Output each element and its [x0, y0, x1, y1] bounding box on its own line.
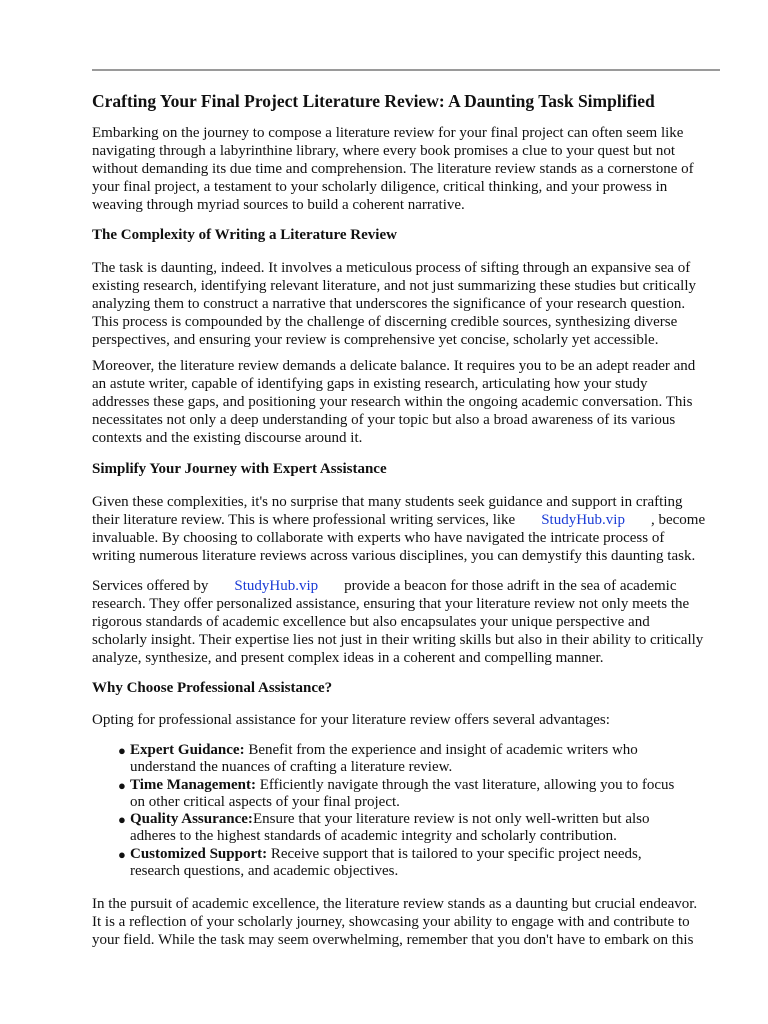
text-line: analyze, synthesize, and present complex ideas in a coherent and compelling manner.	[92, 650, 604, 666]
text-line: addresses these gaps, and positioning your research within the ongoing academic conversation. This	[92, 394, 693, 410]
text-line: contexts and the existing discourse around it.	[92, 430, 363, 446]
text-line: invaluable. By choosing to collaborate with experts who have navigated the intricate process of	[92, 530, 665, 546]
text-line: perspectives, and ensuring your review is comprehensive yet concise, scholarly yet accessible.	[92, 332, 659, 348]
text-line: This process is compounded by the challenge of discerning credible sources, synthesizing diverse	[92, 314, 678, 330]
text-line	[92, 577, 703, 595]
text-segment: their literature review. This is where professional writing services, like	[92, 512, 516, 528]
bullet-icon: ●	[118, 743, 126, 758]
list-item	[118, 777, 674, 812]
text-line: writing numerous literature reviews across various disciplines, you can demystify this daunting task.	[92, 548, 696, 564]
item-text: adheres to the highest standards of academic integrity and scholarly contribution.	[130, 828, 617, 845]
intro-paragraph	[92, 124, 694, 214]
item-text: research questions, and academic objectives.	[130, 863, 399, 880]
complexity-paragraph-2	[92, 357, 695, 447]
studyhub-link[interactable]: StudyHub.vip	[541, 512, 625, 528]
simplify-paragraph-2	[92, 577, 703, 667]
text-line: Opting for professional assistance for your literature review offers several advantages:	[92, 712, 610, 728]
item-text: Ensure that your literature review is not only well-written but also	[252, 811, 650, 828]
text-line: Embarking on the journey to compose a literature review for your final project can often seem like	[92, 125, 684, 141]
text-line: necessitates not only a deep understanding of your topic but also a broad awareness of its various	[92, 412, 676, 428]
section-heading-simplify: Simplify Your Journey with Expert Assistance	[92, 461, 387, 477]
bullet-icon: ●	[118, 846, 126, 862]
text-line: research. They offer personalized assistance, ensuring that your literature review not only meets the	[92, 596, 690, 612]
list-item	[118, 811, 674, 846]
text-line	[92, 511, 705, 529]
text-line: Given these complexities, it's no surprise that many students seek guidance and support in crafting	[92, 494, 683, 510]
section-heading-complexity: The Complexity of Writing a Literature Review	[92, 227, 397, 243]
text-line: your field. While the task may seem overwhelming, remember that you don't have to embark on this	[92, 932, 694, 948]
studyhub-link[interactable]: StudyHub.vip	[234, 578, 319, 594]
text-segment: Services offered by	[92, 578, 209, 594]
why-intro	[92, 711, 610, 729]
text-line: The task is daunting, indeed. It involves a meticulous process of sifting through an expansive sea of	[92, 260, 691, 276]
item-label: Expert Guidance:	[130, 742, 245, 758]
top-divider	[92, 69, 720, 71]
item-text: on other critical aspects of your final project.	[130, 793, 400, 810]
text-line: an astute writer, capable of identifying gaps in existing research, articulating how your study	[92, 376, 648, 392]
item-label: Quality Assurance:	[130, 811, 253, 828]
text-line: Moreover, the literature review demands a delicate balance. It requires you to be an adept reader and	[92, 358, 696, 374]
text-line: It is a reflection of your scholarly journey, showcasing your ability to engage with and contribute to	[92, 914, 690, 930]
item-text: Benefit from the experience and insight of academic writers who	[244, 742, 638, 758]
text-line: existing research, identifying relevant literature, and not just summarizing these studies but critically	[92, 278, 696, 294]
text-line: rigorous standards of academic excellence but also encapsulates your unique perspective and	[92, 614, 650, 630]
text-line: weaving through myriad sources to build a coherent narrative.	[92, 197, 465, 213]
text-line: analyzing them to construct a narrative that underscores the significance of your research question.	[92, 296, 686, 312]
item-text: Efficiently navigate through the vast literature, allowing you to focus	[255, 776, 675, 793]
text-line: without demanding its due time and comprehension. The literature review stands as a cornerstone of	[92, 161, 694, 177]
item-text: understand the nuances of crafting a literature review.	[130, 759, 453, 776]
section-heading-why: Why Choose Professional Assistance?	[92, 680, 333, 696]
advantages-list	[118, 742, 674, 880]
text-line: In the pursuit of academic excellence, the literature review stands as a daunting but crucial endeavor.	[92, 896, 698, 912]
bullet-icon: ●	[118, 812, 126, 828]
bullet-icon: ●	[118, 777, 126, 793]
list-item	[118, 846, 674, 881]
text-line: your final project, a testament to your scholarly diligence, critical thinking, and your prowess in	[92, 179, 668, 195]
page-title: Crafting Your Final Project Literature Review: A Daunting Task Simplified	[92, 91, 655, 111]
text-line: scholarly insight. Their expertise lies not just in their writing skills but also in their ability to critically	[92, 632, 704, 648]
item-text: Receive support that is tailored to your specific project needs,	[267, 845, 642, 862]
text-segment: , become	[650, 512, 706, 528]
list-item	[118, 742, 674, 777]
complexity-paragraph-1	[92, 259, 696, 349]
simplify-paragraph-1	[92, 493, 705, 565]
item-label: Time Management:	[130, 776, 256, 793]
item-label: Customized Support:	[130, 845, 268, 862]
closing-paragraph	[92, 895, 697, 949]
text-line: navigating through a labyrinthine library, where every book promises a clue to your quest but not	[92, 143, 676, 159]
text-segment: provide a beacon for those adrift in the sea of academic	[344, 578, 677, 594]
